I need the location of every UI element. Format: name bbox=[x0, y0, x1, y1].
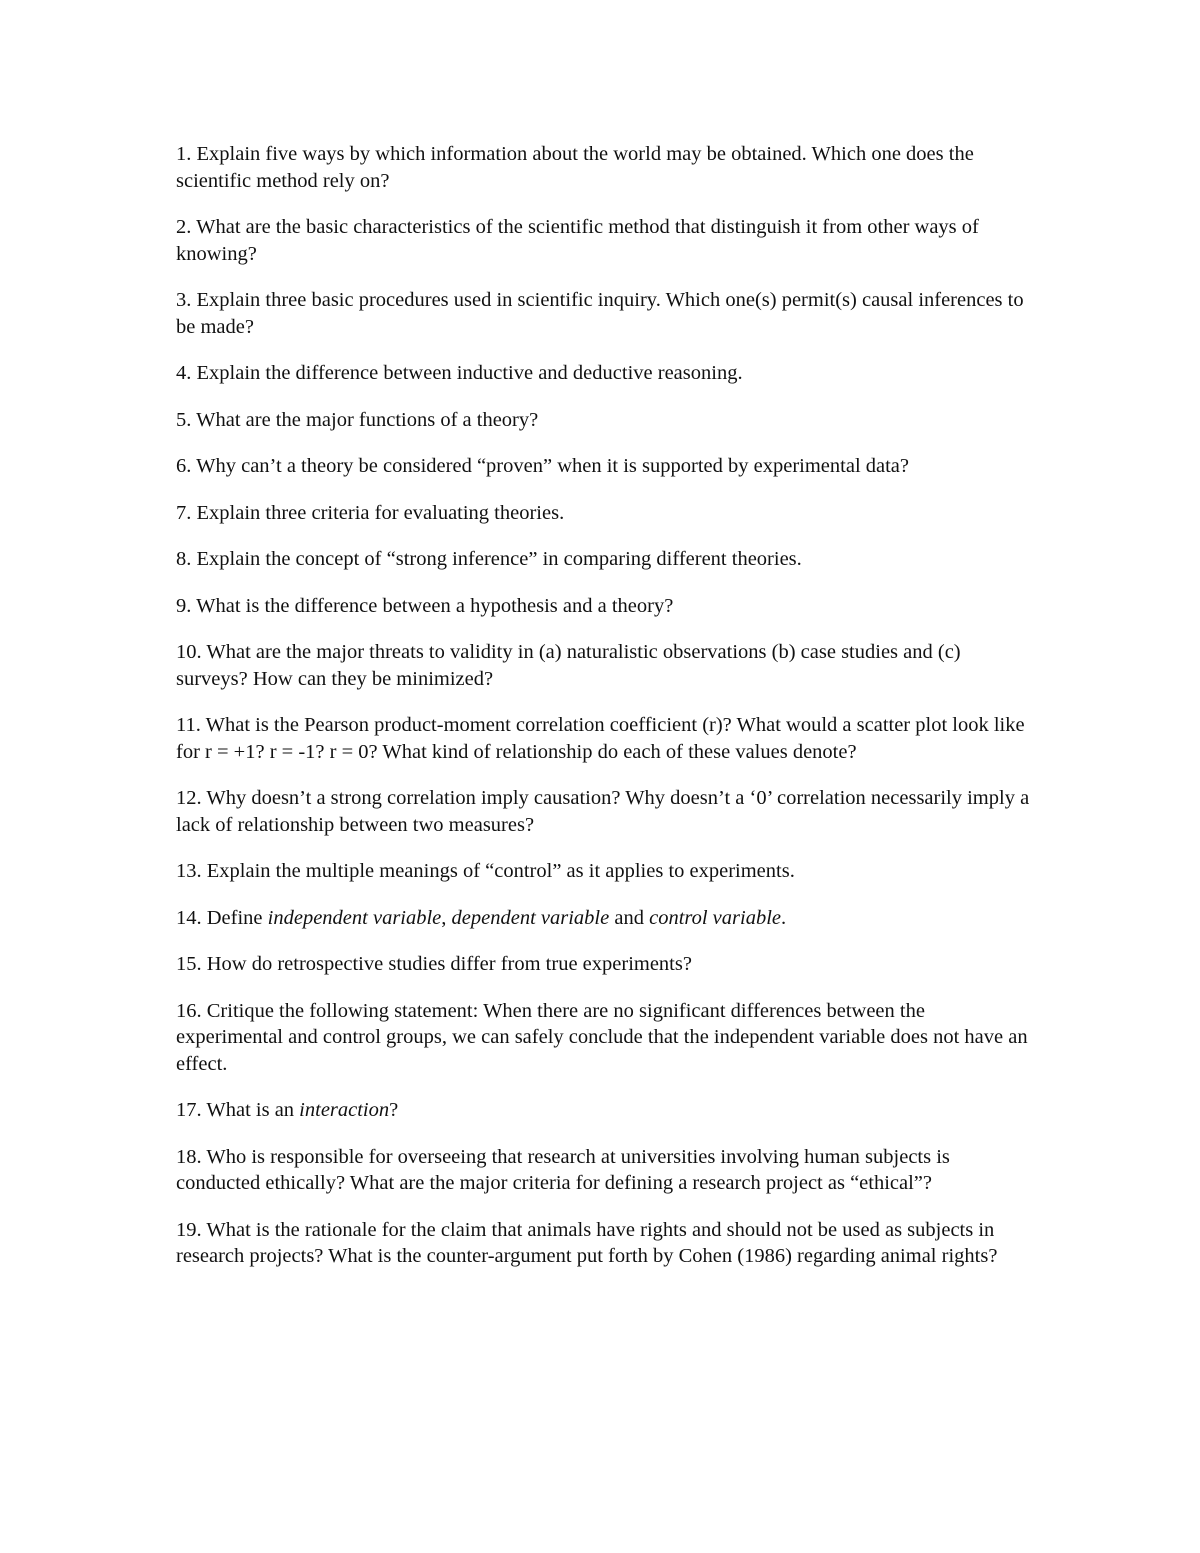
question-2: 2. What are the basic characteristics of the scientific method that distinguish it from other ways of knowing? bbox=[176, 216, 979, 265]
question-14-prefix: 14. Define bbox=[176, 906, 268, 929]
question-12: 12. Why doesn’t a strong correlation imply causation? Why doesn’t a ‘0’ correlation necessarily imply a lack of relationship between two measures? bbox=[176, 787, 1030, 836]
question-8: 8. Explain the concept of “strong inference” in comparing different theories. bbox=[176, 548, 802, 570]
question-14 bbox=[176, 905, 1036, 932]
question-4: 4. Explain the difference between inductive and deductive reasoning. bbox=[176, 362, 743, 384]
term-dependent-variable: dependent variable bbox=[451, 906, 610, 929]
question-17 bbox=[176, 1097, 1036, 1124]
question-5: 5. What are the major functions of a theory? bbox=[176, 408, 539, 431]
question-6: 6. Why can’t a theory be considered “proven” when it is supported by experimental data? bbox=[176, 455, 910, 477]
question-9: 9. What is the difference between a hypothesis and a theory? bbox=[176, 594, 674, 617]
question-17-suffix: ? bbox=[389, 1099, 399, 1121]
question-10: 10. What are the major threats to validity in (a) naturalistic observations (b) case studies and (c) surveys? How can they be minimized? bbox=[176, 641, 961, 690]
question-14-suffix: . bbox=[781, 906, 787, 929]
question-11: 11. What is the Pearson product-moment correlation coefficient (r)? What would a scatter plot look like for r = +1? r = -1? r = 0? What kind of relationship do each of these values denote? bbox=[176, 714, 1025, 763]
question-7: 7. Explain three criteria for evaluating theories. bbox=[176, 501, 565, 524]
term-control-variable: control variable bbox=[649, 906, 781, 929]
question-14-sep2: and bbox=[609, 906, 650, 929]
question-3: 3. Explain three basic procedures used in scientific inquiry. Which one(s) permit(s) causal inferences to be made? bbox=[176, 289, 1024, 338]
question-19: 19. What is the rationale for the claim that animals have rights and should not be used as subjects in research projects? What is the counter-argument put forth by Cohen (1986) regarding animal rights? bbox=[176, 1218, 998, 1267]
term-interaction: interaction bbox=[299, 1099, 390, 1121]
question-18: 18. Who is responsible for overseeing that research at universities involving human subjects is conducted ethically? What are the major criteria for defining a research project as “ethical”? bbox=[176, 1145, 950, 1194]
question-list bbox=[176, 141, 1036, 1290]
question-17-prefix: 17. What is an bbox=[176, 1099, 300, 1121]
question-15: 15. How do retrospective studies differ from true experiments? bbox=[176, 953, 692, 975]
question-16: 16. Critique the following statement: When there are no significant differences between the experimental and control groups, we can safely conclude that the independent variable does not have an effect. bbox=[176, 999, 1028, 1075]
question-14-sep1: , bbox=[441, 906, 452, 929]
term-independent-variable: independent variable bbox=[267, 906, 442, 929]
question-1: 1. Explain five ways by which information about the world may be obtained. Which one does the scientific method rely on? bbox=[176, 143, 974, 192]
question-13: 13. Explain the multiple meanings of “control” as it applies to experiments. bbox=[176, 860, 795, 882]
